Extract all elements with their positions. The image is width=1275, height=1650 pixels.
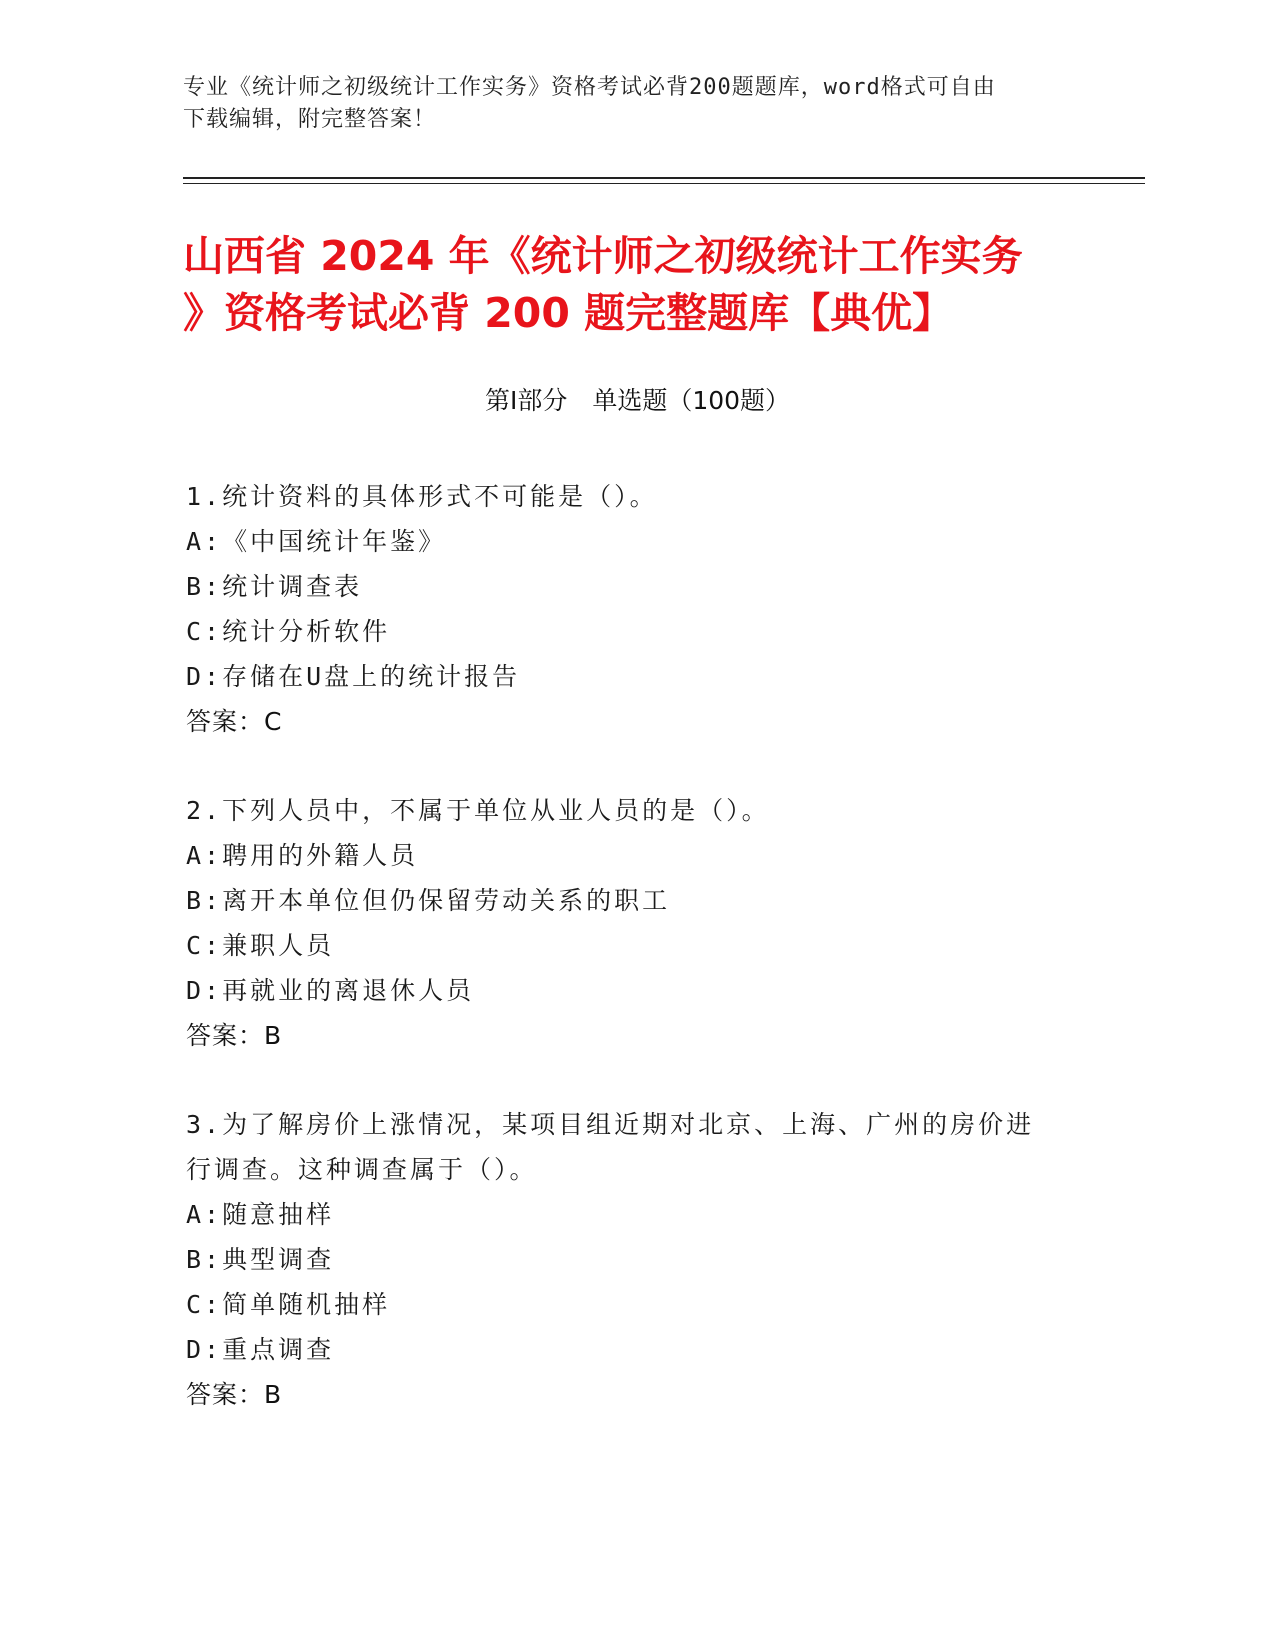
option-b: B:离开本单位但仍保留劳动关系的职工 [186,886,671,915]
answer-line: 答案：B [186,1021,283,1050]
question-stem-line-1: 3.为了解房价上涨情况，某项目组近期对北京、上海、广州的房价进 [186,1110,1035,1139]
title-line-2: 》资格考试必背 200 题完整题库【典优】 [183,289,954,337]
question-list [186,474,1066,1461]
section-heading: 第Ⅰ部分 单选题（100题） [484,386,791,415]
document-title [183,228,1093,342]
question-1 [186,474,1066,744]
option-c: C:统计分析软件 [186,617,391,646]
intro-line-2: 下载编辑，附完整答案！ [183,107,437,132]
option-a: A:随意抽样 [186,1200,335,1229]
question-stem: 1.统计资料的具体形式不可能是（）。 [186,482,658,511]
option-d: D:重点调查 [186,1335,335,1364]
option-a: A:聘用的外籍人员 [186,841,419,870]
option-a: A:《中国统计年鉴》 [186,527,447,556]
title-line-1: 山西省 2024 年《统计师之初级统计工作实务 [183,232,1023,280]
question-stem: 2.下列人员中，不属于单位从业人员的是（）。 [186,796,770,825]
option-c: C:兼职人员 [186,931,335,960]
question-2 [186,788,1066,1058]
question-3 [186,1102,1066,1417]
option-c: C:简单随机抽样 [186,1290,391,1319]
option-b: B:统计调查表 [186,572,363,601]
intro-line-1: 专业《统计师之初级统计工作实务》资格考试必背200题题库，word格式可自由 [183,75,996,100]
option-d: D:存储在U盘上的统计报告 [186,662,521,691]
header-divider-thin [183,183,1145,184]
answer-line: 答案：B [186,1380,283,1409]
option-b: B:典型调查 [186,1245,335,1274]
answer-line: 答案：C [186,707,283,736]
header-divider-thick [183,177,1145,179]
option-d: D:再就业的离退休人员 [186,976,475,1005]
question-stem-line-2: 行调查。这种调查属于（）。 [186,1155,538,1184]
intro-text [183,72,1063,136]
